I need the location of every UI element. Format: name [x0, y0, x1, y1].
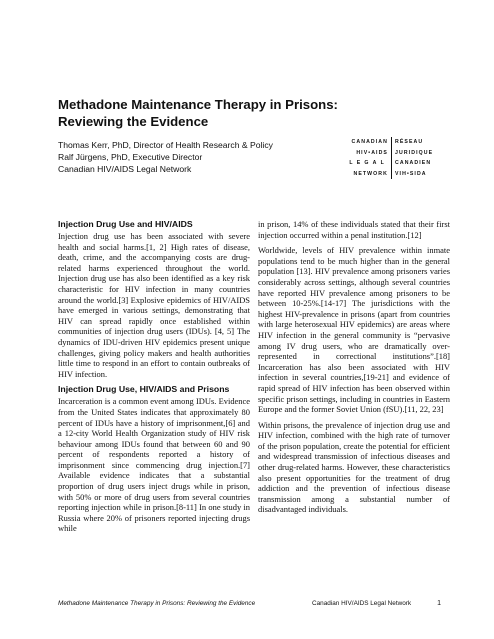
- affiliation-line: Canadian HIV/AIDS Legal Network: [58, 164, 192, 174]
- legal-network-logo: [340, 137, 443, 179]
- logo-text: NETWORK: [340, 169, 392, 180]
- section-heading: Injection Drug Use, HIV/AIDS and Prisons: [58, 384, 230, 395]
- page-number: 1: [437, 600, 441, 607]
- author-line: Thomas Kerr, PhD, Director of Health Research & Policy: [58, 140, 273, 150]
- logo-text: HIV•AIDS: [340, 148, 392, 159]
- title-line-2: Reviewing the Evidence: [58, 114, 209, 129]
- footer-title: Methadone Maintenance Therapy in Prisons: Reviewing the Evidence: [58, 600, 256, 607]
- paper-title: [58, 96, 358, 130]
- body-paragraph: Incarceration is a common event among IDUs. Evidence from the United States indicates that approximately 80 percent of IDUs have a history of imprisonment,[6] and a 12-city World Health Organization study of HIV risk behaviour among IDUs found that between 60 and 90 percent of respondents reported a history of imprisonment since commencing drug injection.[7] Available evidence indicates that a substantial proportion of drug users inject drugs while in prison, with 50% or more of drug users from several countries reporting injection while in prison.[8-11] In one study in Russia where 20% of prisoners reported injecting drugs while: [58, 396, 250, 534]
- right-column: [258, 219, 450, 520]
- logo-text: CANADIAN: [340, 137, 392, 148]
- left-column: [58, 219, 250, 539]
- page-footer: [58, 598, 441, 610]
- footer-organization: Canadian HIV/AIDS Legal Network: [312, 600, 412, 607]
- body-paragraph: Within prisons, the prevalence of injection drug use and HIV infection, combined with the high rate of turnover of the prison population, create the potential for efficient and widespread transmission of infectious diseases and other drug-related harms. However, these characteristics also present opportunities for the treatment of drug addiction and the prevention of infectious disease transmission among a substantial number of disadvantaged individuals.: [258, 419, 450, 515]
- author-line: Ralf Jürgens, PhD, Executive Director: [58, 152, 203, 162]
- body-paragraph: Injection drug use has been associated with severe health and social harms.[1, 2] High rates of disease, death, crime, and the accompanying costs are drug-related harms experienced throughout the world. Injection drug use has also been identified as a key risk characteristic for HIV infection in many countries around the world.[3] Explosive epidemics of HIV/AIDS have emerged in various settings, demonstrating that HIV can spread rapidly once established within communities of injection drug users (IDUs). [4, 5] The dynamics of IDU-driven HIV epidemics present unique challenges, giving policy makers and health authorities little time to respond in an effort to contain outbreaks of HIV infection.: [58, 231, 250, 379]
- logo-text: CANADIEN: [395, 160, 432, 166]
- section-heading: Injection Drug Use and HIV/AIDS: [58, 219, 193, 229]
- body-paragraph: Worldwide, levels of HIV prevalence within inmate populations tend to be much higher than in the general population [13]. HIV prevalence among prisoners varies considerably across settings, although several countries have reported HIV prevalence among prisoners to be between 10-25%.[14-17] The jurisdictions with the highest HIV-prevalence in prisons (apart from countries with large heterosexual HIV epidemics) are areas where HIV infection in the general community is “pervasive among IV drug users, who are dramatically over-represented in correctional institutions”.[18] Incarceration has also been associated with HIV infection in several countries,[19-21] and evidence of rapid spread of HIV infection has been observed within specific prison settings, including in countries in Eastern Europe and the former Soviet Union (fSU).[11, 22, 23]: [258, 245, 450, 415]
- logo-text: RÉSEAU: [395, 139, 424, 145]
- logo-text: JURIDIQUE: [395, 149, 434, 156]
- logo-text: VIH•SIDA: [395, 170, 427, 177]
- body-paragraph: in prison, 14% of these individuals stated that their first injection occurred within a penal institution.[12]: [258, 219, 450, 240]
- author-block: [58, 139, 328, 175]
- logo-text: LEGAL: [340, 158, 392, 169]
- title-line-1: Methadone Maintenance Therapy in Prisons:: [58, 97, 338, 112]
